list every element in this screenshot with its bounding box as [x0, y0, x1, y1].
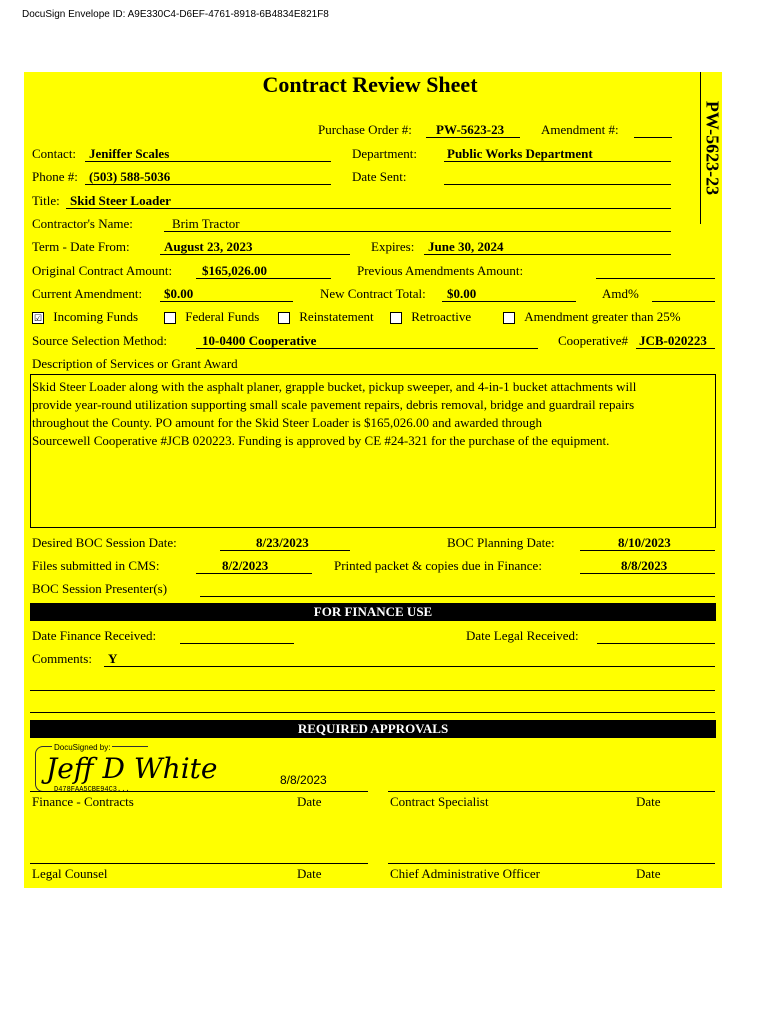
description-label: Description of Services or Grant Award: [32, 356, 238, 371]
approvals-header: REQUIRED APPROVALS: [30, 720, 716, 738]
checkbox-icon: [390, 312, 402, 324]
term-label: Term - Date From:: [32, 239, 130, 254]
packet-value[interactable]: 8/8/2023: [621, 558, 668, 573]
department-label: Department:: [352, 146, 417, 161]
original-amount-label: Original Contract Amount:: [32, 263, 173, 278]
contract-specialist-line[interactable]: [388, 791, 715, 792]
current-amend-label: Current Amendment:: [32, 286, 143, 301]
finance-header: FOR FINANCE USE: [30, 603, 716, 621]
expires-label: Expires:: [371, 239, 415, 254]
docusigned-label: DocuSigned by:: [54, 743, 111, 752]
checkbox-icon: [164, 312, 176, 324]
contractor-line: [164, 231, 671, 232]
signature-date: 8/8/2023: [280, 773, 327, 787]
presenter-field[interactable]: [200, 596, 715, 597]
amendment-field[interactable]: [634, 137, 672, 138]
amendment-label: Amendment #:: [541, 122, 619, 137]
po-label: Purchase Order #:: [318, 122, 412, 137]
checkbox-incoming-label: Incoming Funds: [53, 309, 139, 324]
date-label: Date: [297, 866, 322, 881]
checkbox-federal-funds[interactable]: [164, 309, 259, 325]
amd-pct-label: Amd%: [602, 286, 639, 301]
description-line: throughout the County. PO amount for the Skid Steer Loader is $165,026.00 and awarded through: [32, 415, 543, 430]
legal-counsel-label: Legal Counsel: [32, 866, 108, 881]
finance-contracts-label: Finance - Contracts: [32, 794, 134, 809]
side-number-box: [700, 72, 723, 224]
boc-desired-label: Desired BOC Session Date:: [32, 535, 177, 550]
legal-received-field[interactable]: [597, 643, 715, 644]
phone-label: Phone #:: [32, 169, 78, 184]
side-number: PW-5623-23: [702, 100, 723, 196]
date-sent-field[interactable]: [444, 184, 671, 185]
current-amend-value[interactable]: $0.00: [164, 286, 194, 301]
description-line: provide year-round utilization supporting small scale pavement repairs, debris removal, bridge and guardrail repairs: [32, 397, 635, 412]
checkbox-icon: [503, 312, 515, 324]
cao-label: Chief Administrative Officer: [390, 866, 540, 881]
legal-counsel-line[interactable]: [30, 863, 368, 864]
checkbox-amend25-label: Amendment greater than 25%: [524, 309, 681, 324]
finance-received-field[interactable]: [180, 643, 294, 644]
checkbox-reinstatement[interactable]: [278, 309, 374, 325]
contractor-label: Contractor's Name:: [32, 216, 133, 231]
po-value[interactable]: PW-5623-23: [436, 122, 505, 137]
department-value[interactable]: Public Works Department: [447, 146, 593, 161]
date-label: Date: [636, 794, 661, 809]
comments-label: Comments:: [32, 651, 92, 666]
signature: Jeff D White: [46, 752, 218, 785]
checkbox-reinstatement-label: Reinstatement: [299, 309, 374, 324]
coop-label: Cooperative#: [558, 333, 629, 348]
page-title: Contract Review Sheet: [262, 72, 478, 97]
title-label: Title:: [32, 193, 60, 208]
amd-pct-field[interactable]: [652, 301, 715, 302]
description-line: Sourcewell Cooperative #JCB 020223. Funding is approved by CE #24-321 for the purchase of the equipment.: [32, 433, 610, 448]
signature-id: D478FAA5CBE94C3...: [54, 786, 130, 794]
comments-value[interactable]: Y: [108, 651, 118, 666]
envelope-id: DocuSign Envelope ID: A9E330C4-D6EF-4761-8918-6B4834E821F8: [22, 9, 329, 20]
cms-label: Files submitted in CMS:: [32, 558, 160, 573]
checkbox-retroactive-label: Retroactive: [411, 309, 472, 324]
contact-label: Contact:: [32, 146, 77, 161]
expires-value[interactable]: June 30, 2024: [428, 239, 504, 254]
original-amount-value[interactable]: $165,026.00: [202, 263, 267, 278]
description-line: Skid Steer Loader along with the asphalt planer, grapple bucket, pickup sweeper, and 4-in-1 bucket attachments will: [32, 379, 637, 394]
finance-received-label: Date Finance Received:: [32, 628, 157, 643]
comments-line-2[interactable]: [30, 690, 715, 691]
boc-desired-value[interactable]: 8/23/2023: [256, 535, 309, 550]
source-label: Source Selection Method:: [32, 333, 168, 348]
date-sent-label: Date Sent:: [352, 169, 407, 184]
packet-label: Printed packet & copies due in Finance:: [334, 558, 542, 573]
cms-value[interactable]: 8/2/2023: [222, 558, 269, 573]
finance-contracts-line[interactable]: [30, 791, 368, 792]
boc-planning-label: BOC Planning Date:: [447, 535, 555, 550]
checkbox-incoming-funds[interactable]: [32, 309, 138, 325]
coop-value[interactable]: JCB-020223: [639, 333, 707, 348]
term-value[interactable]: August 23, 2023: [164, 239, 253, 254]
checkbox-icon: [278, 312, 290, 324]
cao-line[interactable]: [388, 863, 715, 864]
boc-planning-value[interactable]: 8/10/2023: [618, 535, 671, 550]
new-total-label: New Contract Total:: [320, 286, 426, 301]
source-value[interactable]: 10-0400 Cooperative: [202, 333, 317, 348]
contract-specialist-label: Contract Specialist: [390, 794, 489, 809]
checkbox-federal-label: Federal Funds: [185, 309, 260, 324]
date-label: Date: [636, 866, 661, 881]
prev-amend-label: Previous Amendments Amount:: [357, 263, 524, 278]
contractor-value[interactable]: Brim Tractor: [172, 216, 240, 231]
check-icon: ☑: [33, 313, 43, 324]
new-total-value[interactable]: $0.00: [447, 286, 477, 301]
comments-line: [104, 666, 715, 667]
legal-received-label: Date Legal Received:: [466, 628, 579, 643]
checkbox-amendment-25[interactable]: [503, 309, 681, 325]
checkbox-retroactive[interactable]: [390, 309, 471, 325]
date-label: Date: [297, 794, 322, 809]
phone-value[interactable]: (503) 588-5036: [89, 169, 171, 184]
description-text: [32, 378, 712, 450]
presenter-label: BOC Session Presenter(s): [32, 581, 168, 596]
contact-value[interactable]: Jeniffer Scales: [89, 146, 170, 161]
comments-line-3[interactable]: [30, 712, 715, 713]
title-value[interactable]: Skid Steer Loader: [70, 193, 171, 208]
prev-amend-field[interactable]: [596, 278, 715, 279]
